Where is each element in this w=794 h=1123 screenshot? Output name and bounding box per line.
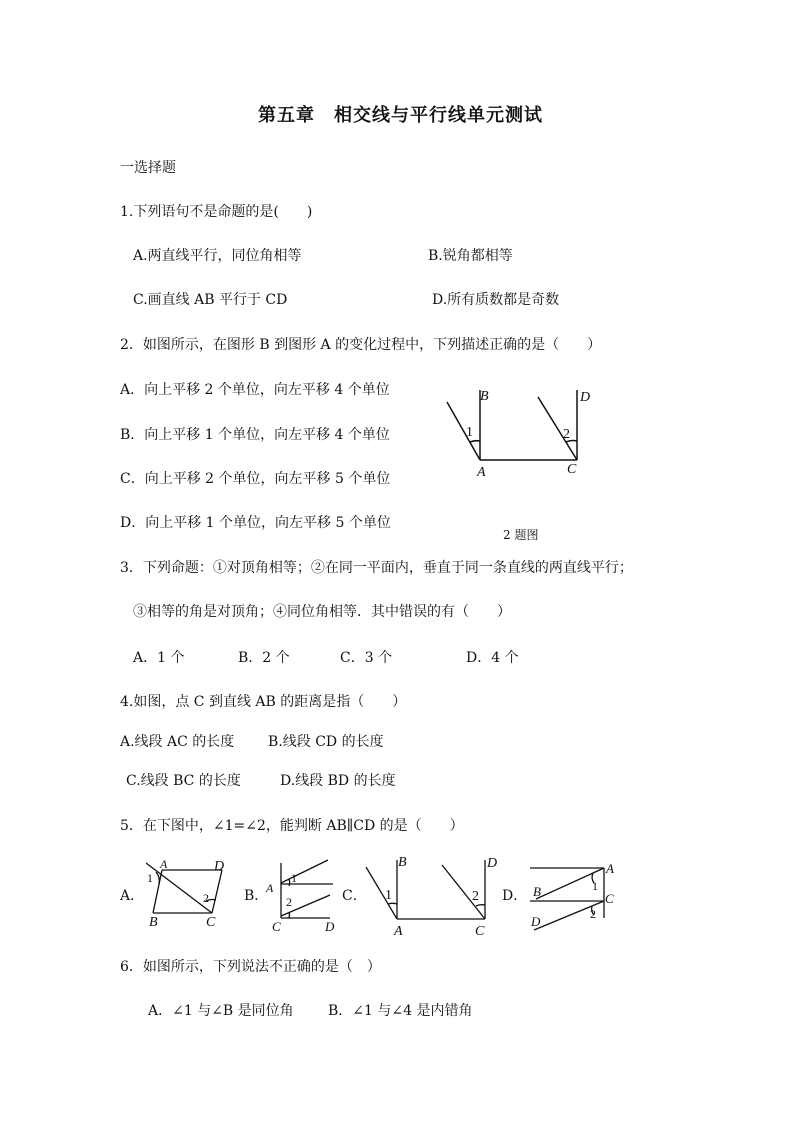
q5-option-a-label: A． bbox=[120, 888, 145, 904]
q2-label-angle-2: 2 bbox=[563, 427, 570, 442]
q5-option-b-label: B． bbox=[244, 888, 269, 904]
q4-option-a: A.线段 AC 的长度 bbox=[120, 734, 235, 750]
q2-label-d: D bbox=[580, 390, 591, 405]
q3-option-d: D．4 个 bbox=[466, 650, 519, 666]
q5b-label-1: 1 bbox=[291, 871, 297, 885]
q5a-label-b: B bbox=[149, 915, 158, 930]
q2-label-a: A bbox=[477, 465, 486, 480]
q1-option-a: A.两直线平行，同位角相等 bbox=[133, 248, 302, 264]
q5a-label-2: 2 bbox=[203, 891, 209, 905]
section-heading: 一选择题 bbox=[120, 160, 176, 176]
q3-stem-continued: ③相等的角是对顶角；④同位角相等．其中错误的有（ ） bbox=[133, 604, 511, 620]
q5c-label-b: B bbox=[398, 855, 407, 870]
q1-option-c: C.画直线 AB 平行于 CD bbox=[133, 292, 288, 308]
page-title: 第五章 相交线与平行线单元测试 bbox=[258, 105, 543, 126]
q3-stem: 3．下列命题：①对顶角相等；②在同一平面内，垂直于同一条直线的两直线平行； bbox=[120, 560, 633, 576]
q1-option-d: D.所有质数都是奇数 bbox=[432, 292, 560, 308]
q5d-label-d: D bbox=[531, 914, 541, 929]
q2-option-a: A．向上平移 2 个单位，向左平移 4 个单位 bbox=[120, 382, 390, 398]
q2-label-angle-1: 1 bbox=[466, 425, 473, 440]
q4-option-c: C.线段 BC 的长度 bbox=[126, 773, 241, 789]
q2-label-c: C bbox=[567, 462, 577, 477]
q5a-label-c: C bbox=[206, 915, 216, 930]
q5c-label-1: 1 bbox=[385, 888, 392, 903]
q6-stem: 6．如图所示，下列说法不正确的是（ ） bbox=[120, 959, 381, 975]
q5-option-c-label: C． bbox=[342, 888, 367, 904]
q5d-label-b: B bbox=[533, 884, 541, 899]
q1-option-b: B.锐角都相等 bbox=[428, 248, 513, 264]
q2-option-d: D．向上平移 1 个单位，向左平移 5 个单位 bbox=[120, 515, 391, 531]
q4-option-b: B.线段 CD 的长度 bbox=[268, 734, 384, 750]
q6-option-a: A．∠1 与∠B 是同位角 bbox=[148, 1003, 294, 1019]
q5b-label-c: C bbox=[272, 919, 281, 934]
q5a-label-a: A bbox=[160, 857, 168, 871]
q6-option-b: B．∠1 与∠4 是内错角 bbox=[328, 1003, 473, 1019]
q5b-label-2: 2 bbox=[286, 895, 292, 909]
q2-stem: 2．如图所示，在图形 B 到图形 A 的变化过程中，下列描述正确的是（ ） bbox=[120, 337, 602, 353]
q2-label-b: B bbox=[480, 389, 489, 404]
q5-figure-d bbox=[530, 868, 604, 930]
q5d-label-1: 1 bbox=[592, 879, 598, 893]
q5c-label-a: A bbox=[394, 924, 403, 939]
q2-option-c: C．向上平移 2 个单位，向左平移 5 个单位 bbox=[120, 471, 391, 487]
q5d-label-2: 2 bbox=[590, 907, 596, 921]
q3-option-c: C．3 个 bbox=[340, 650, 393, 666]
q5-figure-c bbox=[366, 860, 485, 919]
q5a-label-d: D bbox=[214, 859, 225, 874]
q5c-label-d: D bbox=[487, 856, 498, 871]
q5d-label-c: C bbox=[605, 891, 614, 906]
q2-option-b: B．向上平移 1 个单位，向左平移 4 个单位 bbox=[120, 427, 390, 443]
q5a-label-1: 1 bbox=[147, 871, 153, 885]
q3-option-b: B．2 个 bbox=[238, 650, 290, 666]
q1-stem: 1.下列语句不是命题的是( ) bbox=[120, 204, 313, 220]
q5-figure-a bbox=[146, 863, 222, 913]
q4-option-d: D.线段 BD 的长度 bbox=[280, 773, 396, 789]
q4-stem: 4.如图，点 C 到直线 AB 的距离是指（ ） bbox=[120, 694, 407, 710]
q5-figure-b bbox=[281, 860, 333, 918]
q5c-label-c: C bbox=[475, 924, 485, 939]
q5b-label-a: A bbox=[266, 881, 274, 895]
q5-option-d-label: D． bbox=[502, 888, 528, 904]
q2-figure-caption: 2 题图 bbox=[503, 528, 539, 542]
q5b-label-d: D bbox=[325, 919, 335, 934]
q5c-label-2: 2 bbox=[472, 889, 479, 904]
q3-option-a: A．1 个 bbox=[133, 650, 185, 666]
q5d-label-a: A bbox=[606, 861, 614, 876]
q5-stem: 5．在下图中，∠1=∠2，能判断 AB∥CD 的是（ ） bbox=[120, 818, 464, 834]
